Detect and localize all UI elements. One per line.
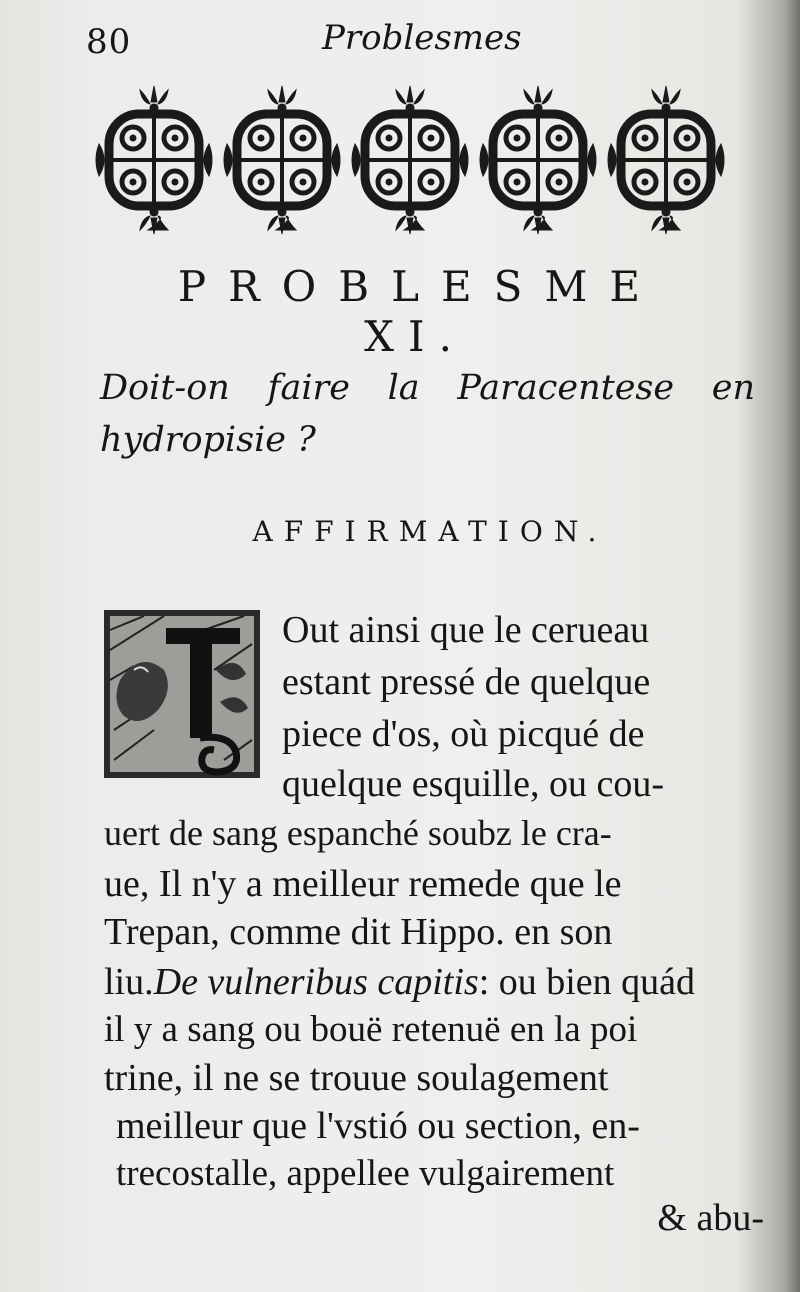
body-line: piece d'os, où picqué de: [282, 713, 645, 755]
fleuron-ornament-icon: [351, 80, 469, 240]
body-line: [104, 960, 695, 1004]
woodcut-initial-icon: [104, 610, 260, 778]
fleuron-ornament-icon: [479, 80, 597, 240]
running-head: Problesmes: [322, 18, 522, 58]
ornament-band: [95, 80, 725, 240]
section-heading: AFFIRMATION.: [252, 515, 608, 548]
body-line-end: : ou bien quád: [478, 961, 696, 1003]
fleuron-ornament-icon: [223, 80, 341, 240]
body-line: ue, Il n'y a meilleur remede que le: [104, 863, 622, 905]
body-line: il y a sang ou bouë retenuë en la poi: [104, 1009, 638, 1050]
body-line-start: liu.: [104, 961, 154, 1003]
body-line: estant pressé de quelque: [282, 661, 651, 703]
fleuron-ornament-icon: [607, 80, 725, 240]
page-number: 80: [86, 22, 132, 62]
latin-title: De vulneribus capitis: [153, 961, 479, 1003]
body-line: trecostalle, appellee vulgairement: [116, 1153, 615, 1194]
problem-number: XI.: [364, 312, 466, 361]
body-line: Trepan, comme dit Hippo. en son: [104, 911, 613, 953]
problem-title: PROBLESME: [177, 262, 663, 311]
body-line: Out ainsi que le cerueau: [282, 609, 650, 651]
body-line: uert de sang espanché soubz le cra-: [104, 813, 612, 853]
body-line: trine, il ne se trouue soulagement: [104, 1057, 609, 1099]
body-line: meilleur que l'vstió ou section, en-: [116, 1105, 640, 1147]
fleuron-ornament-icon: [95, 80, 213, 240]
body-line: quelque esquille, ou cou-: [282, 763, 665, 805]
problem-question: Doit-on faire la Paracentese en hydropisie ?: [100, 368, 755, 460]
catchword: & abu-: [657, 1197, 764, 1239]
